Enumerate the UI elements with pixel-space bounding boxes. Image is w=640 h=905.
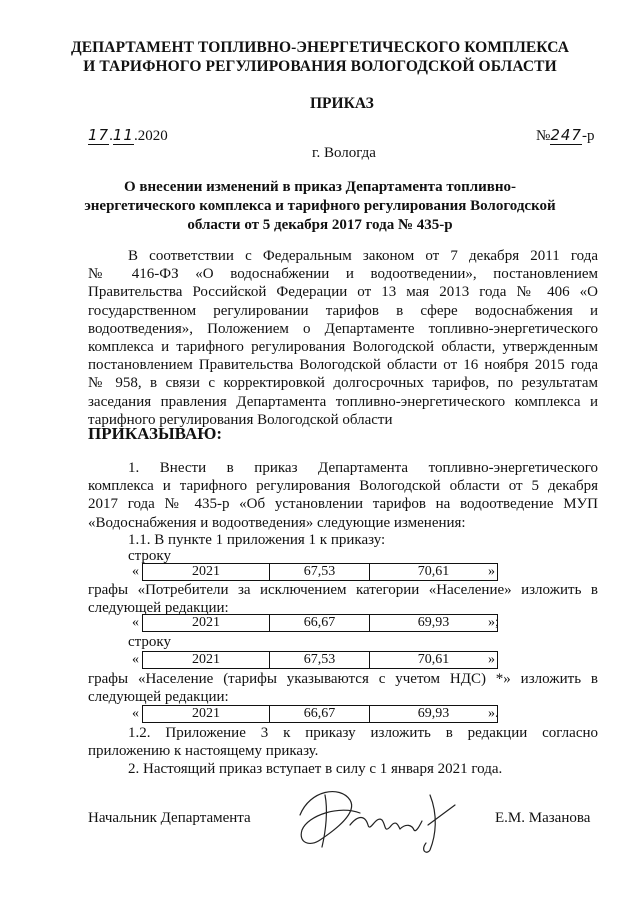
signatory-position: Начальник Департамента xyxy=(88,810,251,826)
value-cell: 69,93 xyxy=(417,706,450,721)
graphs-2 xyxy=(88,670,598,706)
order-number xyxy=(536,126,594,145)
department-name-line1: ДЕПАРТАМЕНТ ТОПЛИВНО-ЭНЕРГЕТИЧЕСКОГО КОМПЛЕКСА xyxy=(70,39,570,56)
preamble-line: тарифного регулирования Вологодской области xyxy=(88,411,393,428)
number-suffix: -р xyxy=(581,128,595,144)
date-month: 11 xyxy=(112,126,134,144)
item1-paragraph xyxy=(88,459,598,532)
value-cell: 67,53 xyxy=(270,564,370,580)
value-cell: 67,53 xyxy=(270,652,370,668)
value-cell: 70,61 xyxy=(417,564,450,579)
order-word: ПРИКАЗЫВАЮ: xyxy=(88,424,223,443)
preamble-line: заседания правления Департамента топливно-энергетического комплекса и xyxy=(88,393,598,410)
item1-line: комплекса и тарифного регулирования Вологодской области от 5 декабря xyxy=(88,478,598,495)
item2: 2. Настоящий приказ вступает в силу с 1 января 2021 года. xyxy=(128,761,503,777)
value-cell: 70,61 xyxy=(417,652,450,667)
title-line1: О внесении изменений в приказ Департамента топливно- xyxy=(123,179,517,195)
date-year: .2020 xyxy=(133,128,168,144)
sub-item-1-2 xyxy=(88,724,598,760)
number-value: 247 xyxy=(550,126,582,144)
graphs2-line: следующей редакции: xyxy=(88,689,229,706)
signature-image xyxy=(280,785,470,855)
graphs-1 xyxy=(88,581,598,617)
item1-line: «Водоснабжения и водоотведения» следующие изменения: xyxy=(88,514,466,531)
preamble-line: государственном регулировании тарифов в сфере водоснабжения и xyxy=(88,302,598,319)
year-cell: 2021 xyxy=(143,706,270,722)
tariff-table-3 xyxy=(142,651,498,669)
year-cell: 2021 xyxy=(143,564,270,580)
tariff-table-4 xyxy=(142,705,498,723)
stroku-label-2: строку xyxy=(128,634,171,650)
close-quote: » xyxy=(488,652,495,667)
sub2-line: 1.2. Приложение 3 к приказу изложить в редакции согласно xyxy=(128,725,598,741)
order-date xyxy=(88,126,168,145)
preamble-line: постановлением Правительства Вологодской области от 16 ноября 2015 года xyxy=(88,357,598,374)
city: г. Вологда xyxy=(312,145,376,161)
open-quote: « xyxy=(132,615,139,630)
tariff-table-2 xyxy=(142,614,498,632)
sub-item-1-1: 1.1. В пункте 1 приложения 1 к приказу: xyxy=(128,532,386,548)
graphs1-line: графы «Потребители за исключением категории «Население» изложить в xyxy=(88,582,598,598)
tariff-table-1 xyxy=(142,563,498,581)
value-cell: 66,67 xyxy=(270,615,370,631)
close-quote: »; xyxy=(488,615,499,630)
preamble-line: № 416-ФЗ «О водоснабжении и водоотведении», постановлением xyxy=(88,266,598,283)
date-sep: . xyxy=(109,128,113,144)
preamble-line: В соответствии с Федеральным законом от 7 декабря 2011 года xyxy=(128,248,598,264)
open-quote: « xyxy=(132,706,139,721)
close-quote: » xyxy=(488,564,495,579)
value-cell: 66,67 xyxy=(270,706,370,722)
preamble-line: комплекса и тарифного регулирования Вологодской области, утвержденным xyxy=(88,339,598,356)
item1-line: 1. Внести в приказ Департамента топливно-энергетического xyxy=(128,460,598,476)
close-quote: ». xyxy=(488,706,499,721)
title-line3: области от 5 декабря 2017 года № 435-р xyxy=(187,217,453,233)
open-quote: « xyxy=(132,564,139,579)
signatory-name: Е.М. Мазанова xyxy=(495,810,591,826)
doc-type-title: ПРИКАЗ xyxy=(310,95,374,112)
item1-line: 2017 года № 435-р «Об установлении тарифов на водоотведение МУП xyxy=(88,496,598,513)
title-line2: энергетического комплекса и тарифного регулирования Вологодской xyxy=(84,198,556,214)
year-cell: 2021 xyxy=(143,615,270,631)
department-name-line2: И ТАРИФНОГО РЕГУЛИРОВАНИЯ ВОЛОГОДСКОЙ ОБЛАСТИ xyxy=(83,58,557,75)
graphs1-line: следующей редакции: xyxy=(88,600,229,617)
stroku-label-1: строку xyxy=(128,548,171,564)
preamble-line: Правительства Российской Федерации от 13 мая 2013 года № 406 «О xyxy=(88,284,598,301)
number-prefix: № xyxy=(536,128,551,144)
preamble xyxy=(88,247,598,429)
graphs2-line: графы «Население (тарифы указываются с учетом НДС) *» изложить в xyxy=(88,671,598,687)
preamble-line: водоотведения», Положением о Департаменте топливно-энергетического xyxy=(88,320,598,337)
value-cell: 69,93 xyxy=(417,615,450,630)
year-cell: 2021 xyxy=(143,652,270,668)
date-day: 17 xyxy=(88,126,110,144)
preamble-line: № 958, в связи с корректировкой долгосрочных тарифов, по результатам xyxy=(88,375,598,392)
sub2-line: приложению к настоящему приказу. xyxy=(88,743,319,760)
open-quote: « xyxy=(132,652,139,667)
